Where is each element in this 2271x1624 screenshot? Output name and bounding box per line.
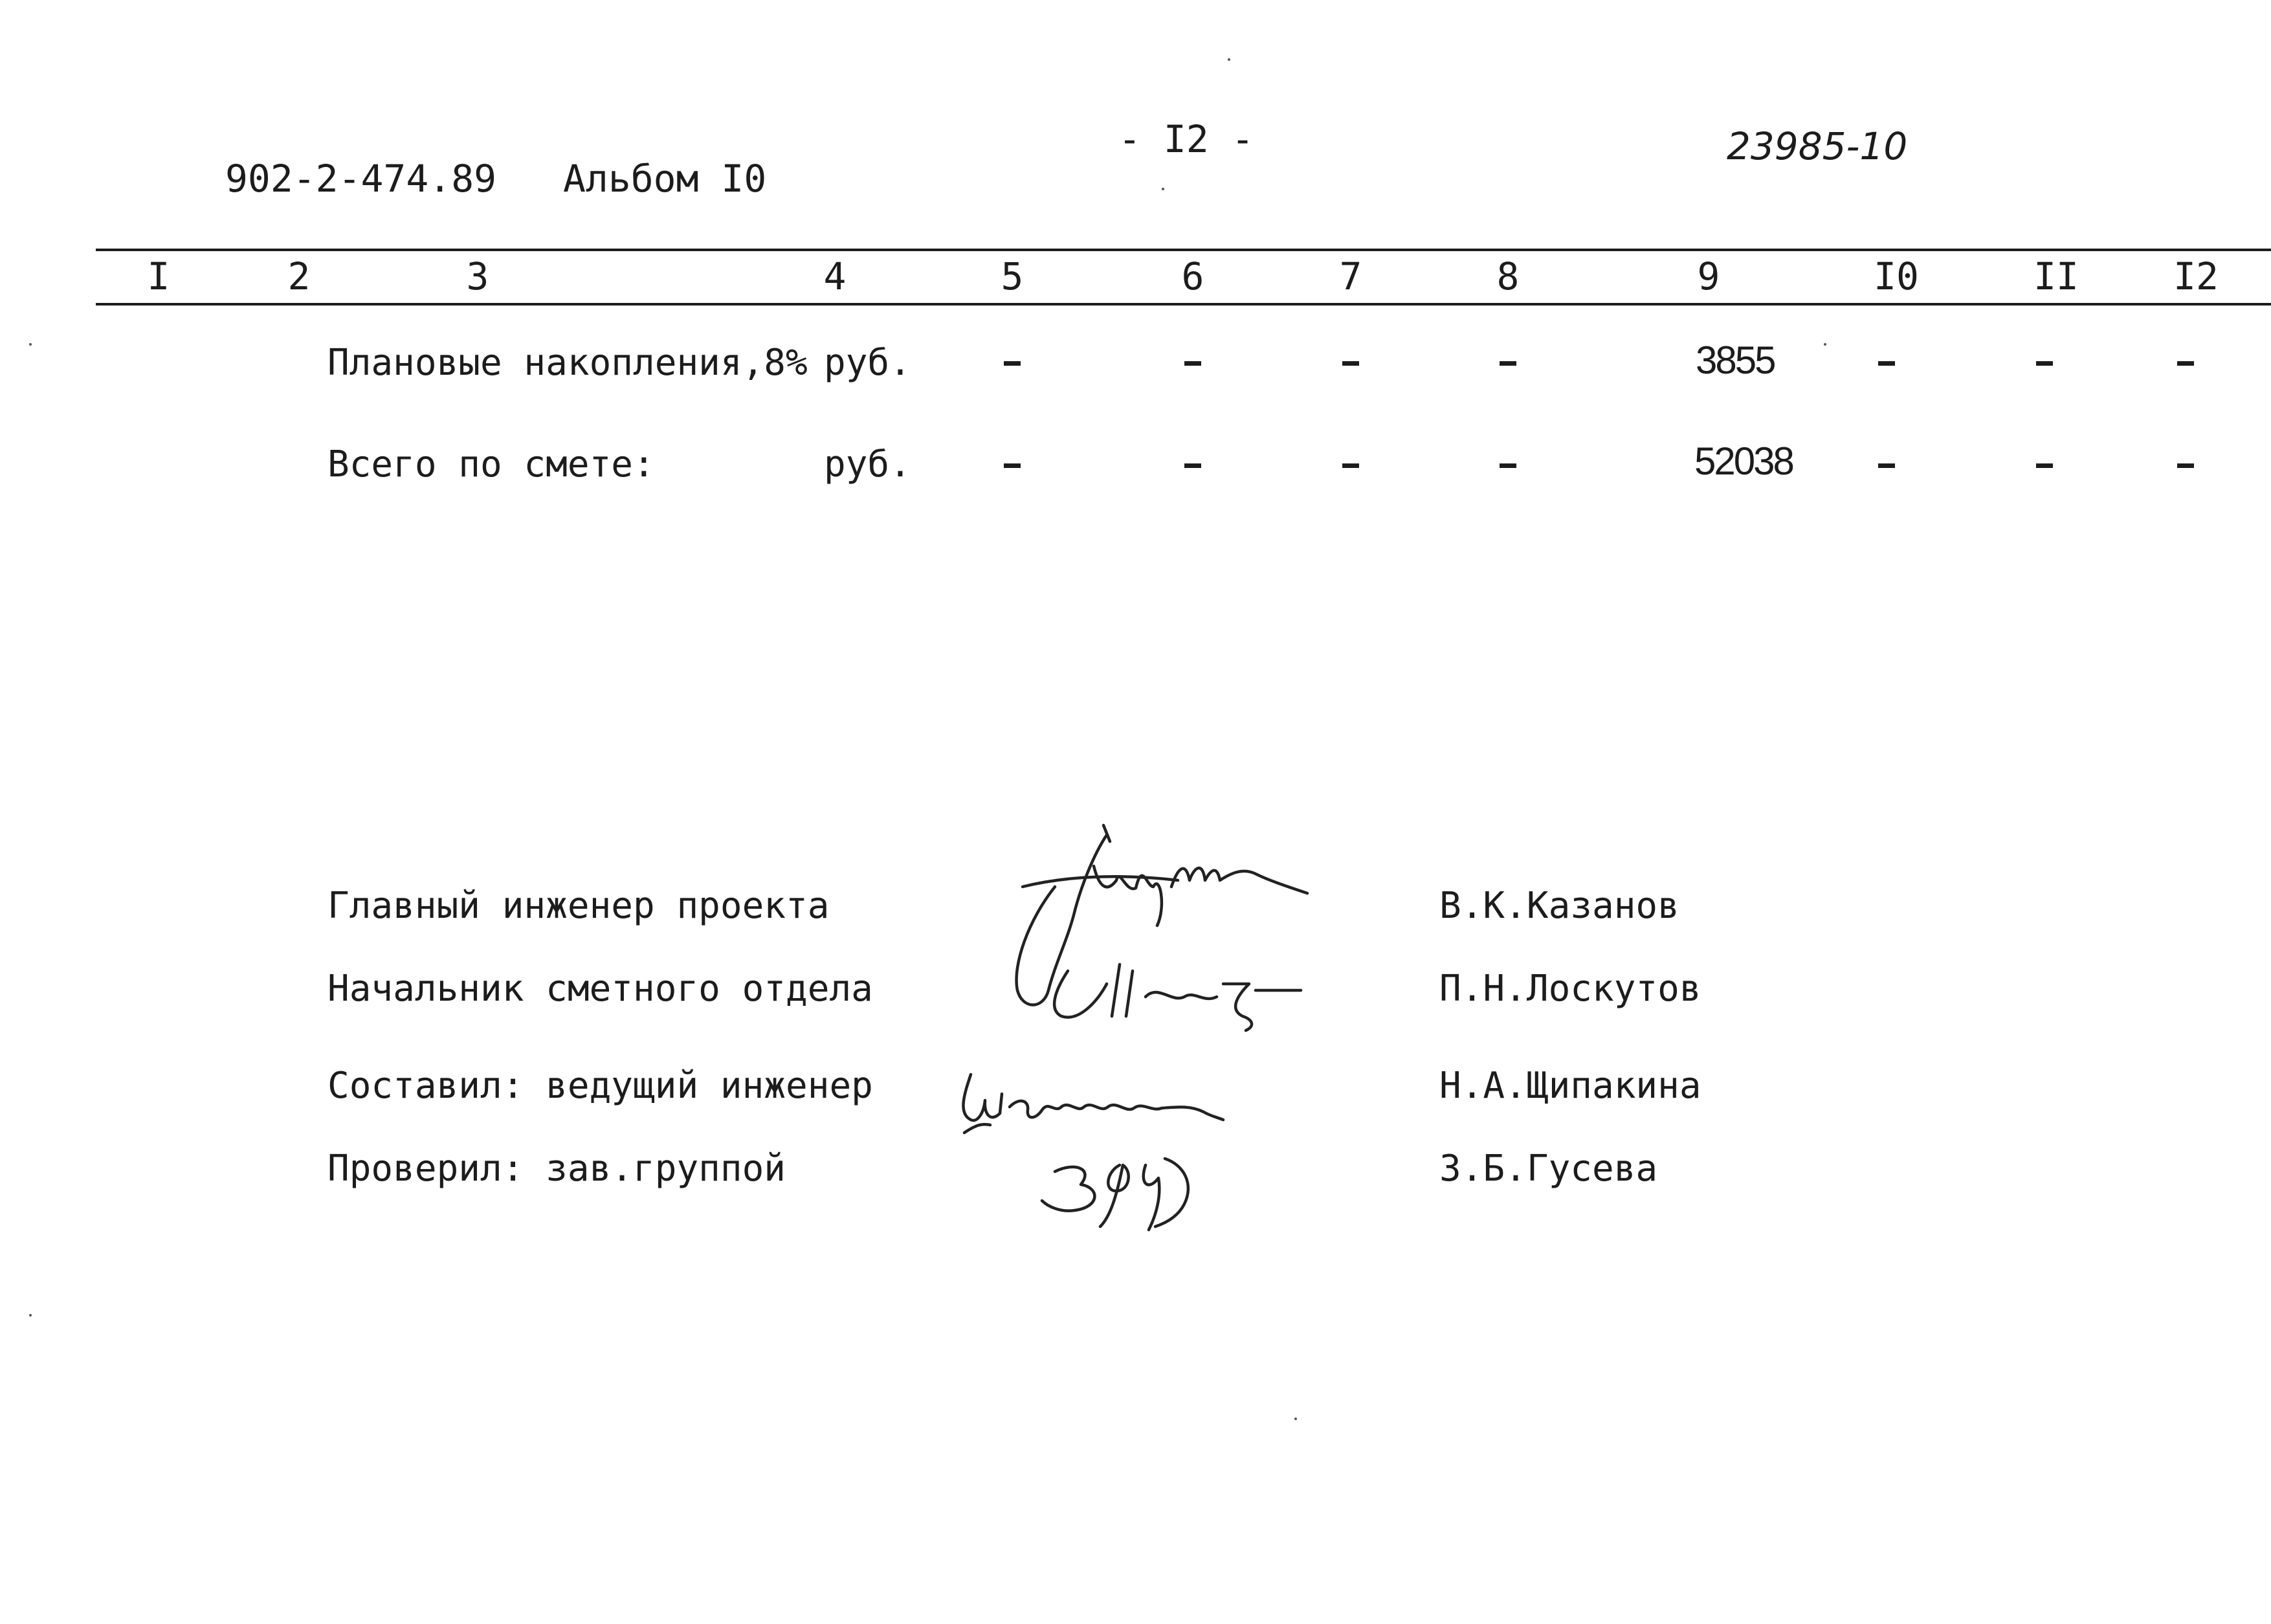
empty-cell-dash (1878, 361, 1895, 366)
document-code: 23985-10 (1727, 124, 1908, 168)
scan-speck (1294, 1418, 1297, 1420)
signature-scribble-lead-engineer (945, 1062, 1249, 1139)
column-header: 6 (1181, 254, 1204, 298)
page-number: - I2 - (1118, 117, 1254, 161)
signer-name: З.Б.Гусева (1439, 1148, 1658, 1190)
column-header: I2 (2173, 254, 2219, 298)
signer-name: Н.А.Щипакина (1439, 1065, 1701, 1107)
column-header: I0 (1874, 254, 1919, 298)
signature-role: Начальник сметного отдела (327, 968, 873, 1010)
empty-cell-dash (2036, 361, 2053, 366)
column-header: 9 (1697, 254, 1720, 298)
row-unit: руб. (824, 342, 911, 384)
signer-name: П.Н.Лоскутов (1439, 968, 1701, 1010)
signature-scribble-estimate-head (1029, 945, 1327, 1036)
column-header: 2 (287, 254, 311, 298)
row-unit: руб. (824, 443, 911, 485)
row-label: Всего по смете: (327, 443, 655, 485)
empty-cell-dash (1500, 361, 1516, 366)
empty-cell-dash (1004, 463, 1021, 468)
column-header: 8 (1496, 254, 1520, 298)
signature-scribble-group-head (1036, 1146, 1217, 1236)
column-header: I (147, 254, 170, 298)
column-header: 4 (823, 254, 847, 298)
scan-speck (29, 343, 32, 346)
album-label: Альбом I0 (563, 157, 767, 201)
scan-speck (1824, 343, 1826, 346)
column-header: 3 (466, 254, 489, 298)
column-header: 5 (1001, 254, 1024, 298)
scan-speck (1228, 58, 1230, 61)
signature-role: Главный инженер проекта (327, 885, 830, 927)
empty-cell-dash (1184, 463, 1201, 468)
signature-role: Составил: ведущий инженер (327, 1065, 873, 1107)
empty-cell-dash (2036, 463, 2053, 468)
empty-cell-dash (1342, 361, 1359, 366)
empty-cell-dash (1184, 361, 1201, 366)
scan-speck (29, 1314, 32, 1317)
scan-speck (1162, 188, 1164, 190)
signer-name: В.К.Казанов (1439, 885, 1679, 927)
column-header: II (2033, 254, 2079, 298)
empty-cell-dash (1500, 463, 1516, 468)
empty-cell-dash (1342, 463, 1359, 468)
table-header-rule (96, 303, 2271, 306)
row-label: Плановые накопления,8% (327, 342, 808, 384)
empty-cell-dash (1878, 463, 1895, 468)
empty-cell-dash (2177, 361, 2194, 366)
empty-cell-dash (2177, 463, 2194, 468)
column-header: 7 (1339, 254, 1362, 298)
row-total-value: 52038 (1694, 439, 1793, 483)
table-top-rule (96, 249, 2271, 251)
signature-role: Проверил: зав.группой (327, 1148, 786, 1190)
row-total-value: 3855 (1696, 339, 1775, 382)
empty-cell-dash (1004, 361, 1021, 366)
doc-number: 902-2-474.89 (225, 157, 497, 201)
